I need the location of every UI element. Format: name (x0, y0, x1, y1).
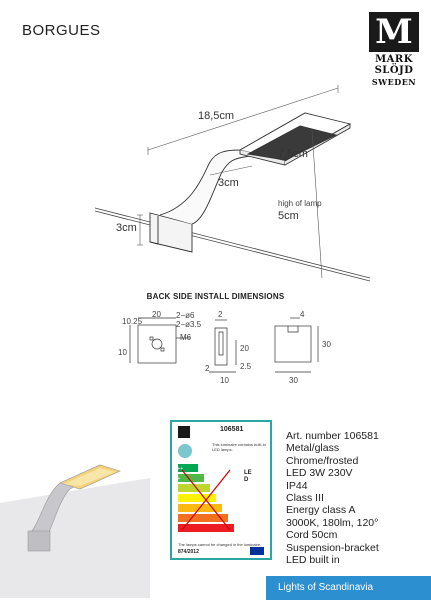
install-side-label-2-5: 2.5 (240, 362, 252, 371)
spec-class: Class III (286, 492, 324, 505)
spec-light: 3000K, 180lm, 120° (286, 516, 379, 529)
energy-label-footer-note: The lamps cannot be changed in the luminaire. (178, 542, 262, 547)
lamp-photo (0, 423, 150, 598)
spec-cord: Cord 50cm (286, 529, 338, 542)
spec-list (286, 430, 426, 566)
spec-energy-class: Energy class A (286, 504, 356, 517)
energy-led-tag: LED (244, 470, 252, 483)
spec-mounting: Suspension-bracket (286, 541, 379, 554)
install-side-view (209, 320, 236, 372)
energy-label-logo (178, 426, 190, 438)
install-heading: BACK SIDE INSTALL DIMENSIONS (146, 292, 285, 301)
dimension-length: 18,5cm (198, 110, 235, 122)
install-label-2-d6: 2−ø6 (176, 311, 195, 320)
dimension-lamp-height: 5cm (278, 210, 299, 222)
dimension-arm-depth: 3cm (218, 177, 239, 189)
install-back-label-4: 4 (300, 310, 305, 319)
energy-label-footer: 874/2012 (178, 549, 199, 555)
energy-label-article: 106581 (220, 426, 244, 433)
energy-class-a: A (174, 486, 178, 492)
energy-class-b: B (174, 496, 178, 502)
spec-power: LED 3W 230V (286, 467, 353, 480)
install-back-view (275, 318, 318, 372)
energy-class-c: C (174, 506, 178, 512)
install-label-m6: M6 (180, 333, 192, 342)
bulb-icon (178, 444, 192, 458)
install-label-20: 20 (152, 310, 161, 319)
dimension-lamp-height-label: high of lamp (278, 199, 322, 208)
logo-line-sweden: SWEDEN (371, 77, 417, 87)
dimension-lamp-width: 7,5cm (278, 148, 308, 160)
lamp-body (150, 113, 350, 252)
spec-led: LED built in (286, 554, 340, 567)
logo-mark: M (369, 12, 419, 52)
logo-line-mark: MARK (375, 54, 413, 65)
energy-class-d: D (174, 516, 178, 522)
energy-class-a-plus: A+ (174, 476, 181, 482)
install-label-10-25: 10.25 (122, 317, 143, 326)
mirror-plane (95, 208, 370, 281)
spec-article: Art. number 106581 (286, 430, 379, 442)
logo-line-slojd: SLÖJD (374, 65, 414, 76)
install-label-10: 10 (118, 348, 127, 357)
install-back-label-30b: 30 (289, 376, 298, 385)
energy-scale (178, 464, 268, 536)
energy-class-a-plus-plus: A++ (174, 466, 184, 472)
energy-label-note: This luminaire contains built-in LED lamps. (212, 442, 266, 452)
install-side-label-20: 20 (240, 344, 249, 353)
install-label-2-d3-5: 2−ø3.5 (176, 320, 202, 329)
eu-flag-icon (250, 547, 264, 555)
spec-ip: IP44 (286, 479, 308, 492)
install-side-label-2b: 2 (205, 364, 210, 373)
product-title: BORGUES (22, 22, 101, 39)
install-side-label-10: 10 (220, 376, 229, 385)
energy-class-e: E (174, 526, 178, 532)
spec-finish: Chrome/frosted (286, 454, 359, 467)
energy-label-card (170, 420, 272, 560)
footer-banner: Lights of Scandinavia (266, 576, 431, 600)
install-back-label-30: 30 (322, 340, 331, 349)
spec-material: Metal/glass (286, 442, 340, 455)
install-side-label-2: 2 (218, 310, 223, 319)
dimension-bracket-height: 3cm (116, 222, 137, 234)
energy-classes (174, 464, 183, 534)
